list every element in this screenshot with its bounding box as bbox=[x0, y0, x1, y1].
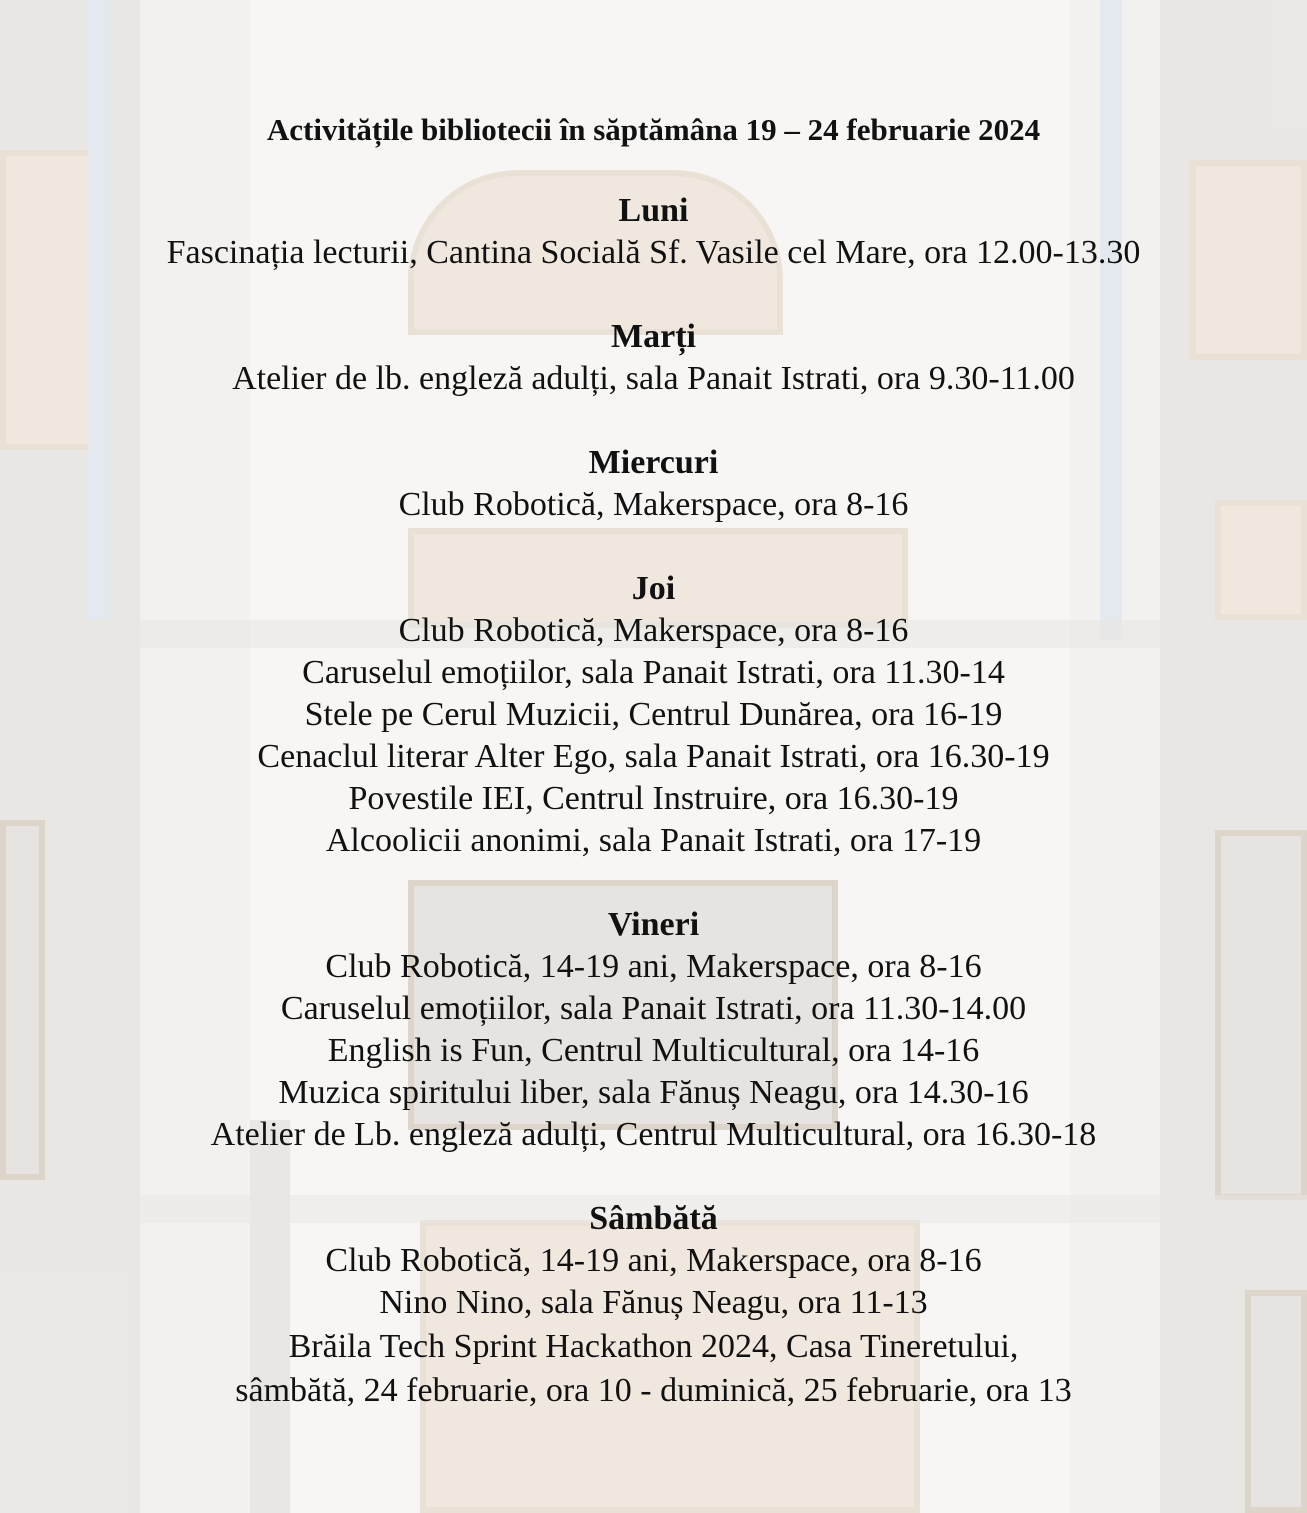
event-line: Alcoolicii anonimi, sala Panait Istrati, ora 17-19 bbox=[325, 822, 982, 859]
event-line: sâmbătă, 24 februarie, ora 10 - duminică, 25 februarie, ora 13 bbox=[235, 1372, 1072, 1409]
event-line: Nino Nino, sala Fănuș Neagu, ora 11-13 bbox=[379, 1284, 928, 1321]
day-heading-miercuri: Miercuri bbox=[588, 444, 719, 481]
event-line: Club Robotică, 14-19 ani, Makerspace, ora 8-16 bbox=[325, 1242, 982, 1279]
day-heading-luni: Luni bbox=[618, 192, 689, 229]
page-title: Activitățile bibliotecii în săptămâna 19 – 24 februarie 2024 bbox=[266, 112, 1041, 147]
event-line: Club Robotică, Makerspace, ora 8-16 bbox=[398, 612, 909, 649]
event-line: Cenaclul literar Alter Ego, sala Panait Istrati, ora 16.30-19 bbox=[257, 738, 1050, 775]
event-line: Atelier de lb. engleză adulți, sala Panait Istrati, ora 9.30-11.00 bbox=[232, 360, 1075, 397]
day-heading-vineri: Vineri bbox=[607, 906, 700, 943]
day-heading-marti: Marți bbox=[611, 318, 696, 355]
day-heading-sambata: Sâmbătă bbox=[589, 1200, 718, 1237]
event-line: Povestile IEI, Centrul Instruire, ora 16.30-19 bbox=[348, 780, 959, 817]
event-line: Club Robotică, 14-19 ani, Makerspace, ora 8-16 bbox=[325, 948, 982, 985]
event-line: Atelier de Lb. engleză adulți, Centrul Multicultural, ora 16.30-18 bbox=[210, 1116, 1097, 1153]
event-line: Fascinația lecturii, Cantina Socială Sf. Vasile cel Mare, ora 12.00-13.30 bbox=[166, 234, 1141, 271]
event-line: Brăila Tech Sprint Hackathon 2024, Casa Tineretului, bbox=[288, 1328, 1019, 1365]
event-line: Stele pe Cerul Muzicii, Centrul Dunărea, ora 16-19 bbox=[304, 696, 1003, 733]
event-line: English is Fun, Centrul Multicultural, ora 14-16 bbox=[327, 1032, 980, 1069]
event-line: Muzica spiritului liber, sala Fănuș Neagu, ora 14.30-16 bbox=[278, 1074, 1029, 1111]
event-line: Club Robotică, Makerspace, ora 8-16 bbox=[398, 486, 909, 523]
event-line: Caruselul emoțiilor, sala Panait Istrati, ora 11.30-14.00 bbox=[280, 990, 1027, 1027]
event-line: Caruselul emoțiilor, sala Panait Istrati, ora 11.30-14 bbox=[302, 654, 1005, 691]
day-heading-joi: Joi bbox=[631, 570, 676, 607]
